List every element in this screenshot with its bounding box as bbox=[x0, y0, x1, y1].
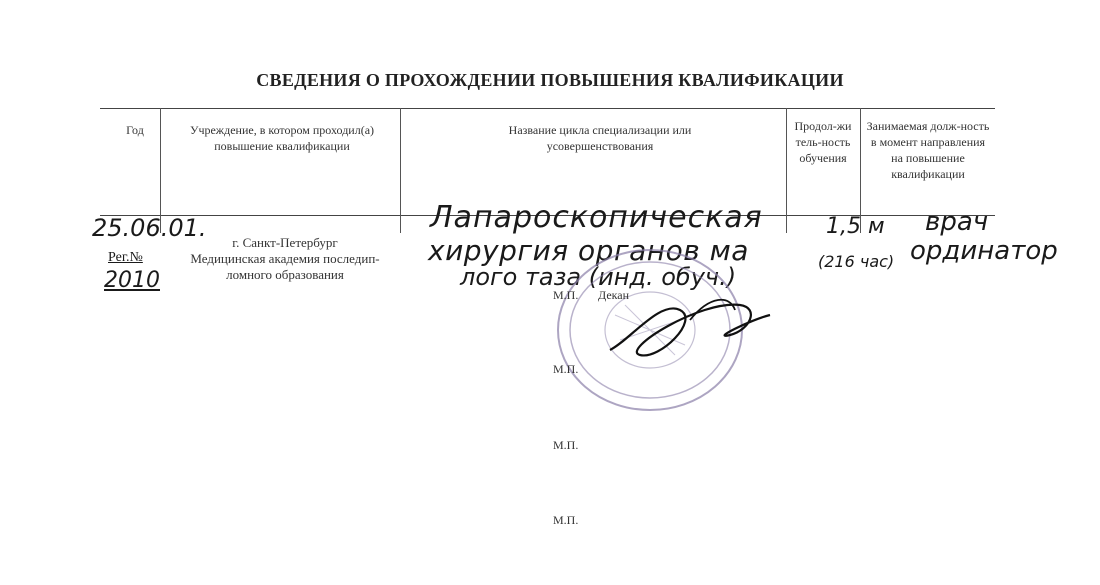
col-divider-3 bbox=[786, 108, 787, 233]
handwritten-reg-number: 2010 bbox=[104, 268, 160, 293]
handwritten-cycle-line-2: хирургия органов ма bbox=[428, 234, 749, 267]
dean-label: Декан bbox=[598, 288, 630, 302]
handwritten-position-1: врач bbox=[925, 207, 989, 237]
header-position: Занимаемая долж-ность в момент направления на повышение квалификации bbox=[866, 119, 990, 181]
header-duration: Продол-жи тель-ность обучения bbox=[794, 119, 852, 165]
handwritten-position-2: ординатор bbox=[910, 236, 1058, 266]
header-institution: Учреждение, в котором проходил(а) повышение квалификации bbox=[189, 123, 375, 153]
handwritten-duration-1: 1,5 м bbox=[826, 214, 885, 239]
stamp-mark-3: М.П. bbox=[553, 438, 579, 452]
handwritten-date: 25.06.01. bbox=[92, 214, 207, 242]
institution-line-3: ломного образования bbox=[226, 267, 344, 282]
handwritten-cycle-line-1: Лапароскопическая bbox=[430, 200, 763, 235]
header-cycle: Название цикла специализации или усовершенствования bbox=[508, 123, 692, 153]
stamp-mark-1: М.П. bbox=[553, 288, 579, 302]
page-title: СВЕДЕНИЯ О ПРОХОЖДЕНИИ ПОВЫШЕНИЯ КВАЛИФИКАЦИИ bbox=[256, 70, 844, 90]
handwritten-cycle-line-3: лого таза (инд. обуч.) bbox=[460, 263, 737, 291]
header-year: Год bbox=[126, 123, 144, 137]
stamp-mark-2: М.П. bbox=[553, 362, 579, 376]
handwritten-duration-2: (216 час) bbox=[818, 252, 895, 271]
institution-line-2: Медицинская академия последип- bbox=[190, 251, 380, 266]
reg-label: Рег.№ bbox=[108, 250, 143, 265]
stamp-mark-4: М.П. bbox=[553, 513, 579, 527]
col-divider-2 bbox=[400, 108, 401, 233]
institution-line-1: г. Санкт-Петербург bbox=[232, 235, 338, 250]
